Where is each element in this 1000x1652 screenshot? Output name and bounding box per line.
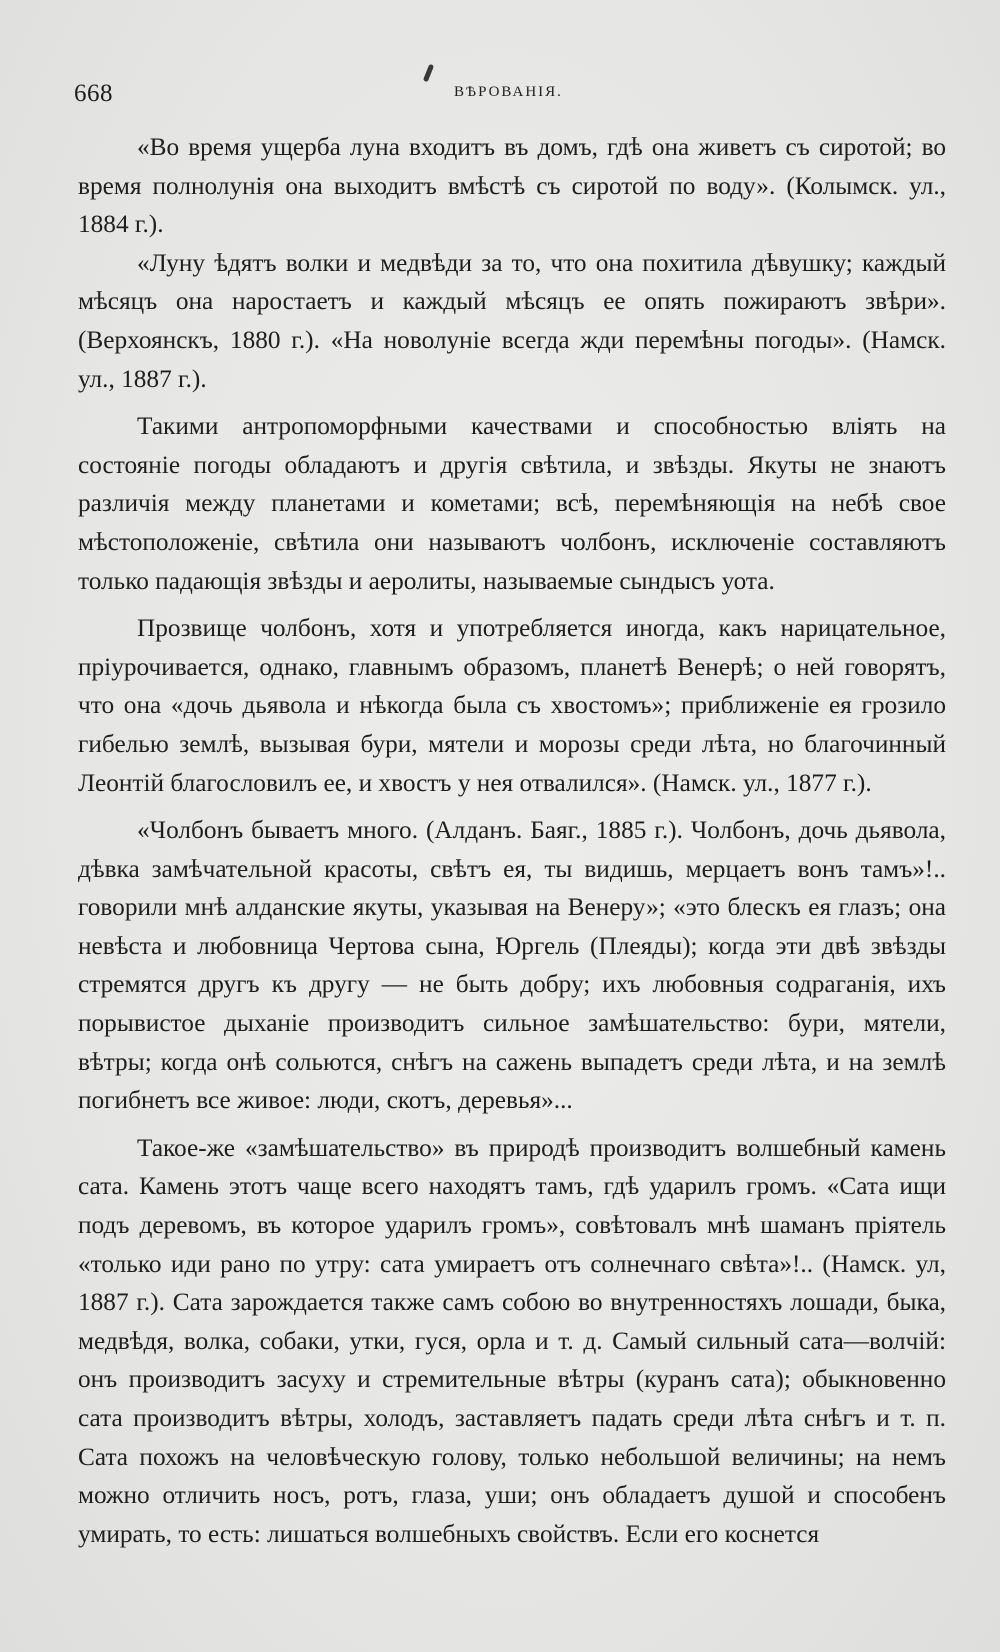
paragraph: «Чолбонъ бываетъ много. (Алданъ. Баяг., 1885 г.). Чолбонъ, дочь дьявола, дѣвка замѣчательной красоты, свѣтъ ея, ты видишь, мерцаетъ вонъ тамъ»!.. говорили мнѣ алданские якуты, указывая на Венеру»; «это блескъ ея глазъ; она невѣста и любовница Чертова сына, Юргель (Плеяды); когда эти двѣ звѣзды стремятся другъ къ другу — не быть добру; ихъ любовныя содраганія, ихъ порывистое дыханіе производитъ сильное замѣшательство: бури, мятели, вѣтры; когда онѣ сольются, снѣгъ на сажень выпадетъ среди лѣта, и на землѣ погибнетъ все живое: люди, скотъ, деревья»... (78, 816, 946, 1115)
running-title: ВѢРОВАНІЯ. (454, 84, 563, 100)
body-text (78, 128, 946, 1553)
paragraph: Прозвище чолбонъ, хотя и употребляется иногда, какъ нарицательное, пріурочивается, однако, главнымъ образомъ, планетѣ Венерѣ; о ней говорятъ, что она «дочь дьявола и нѣкогда была съ хвостомъ»; приближеніе ея грозило гибелью землѣ, вызывая бури, мятели и морозы среди лѣта, но благочинный Леонтій благословилъ ее, и хвостъ у нея отвалился». (Намск. ул., 1877 г.). (78, 614, 946, 797)
page-number: 668 (74, 80, 113, 107)
paragraph: «Луну ѣдятъ волки и медвѣди за то, что она похитила дѣвушку; каждый мѣсяцъ она наростаетъ и каждый мѣсяцъ ее опять пожираютъ звѣри». (Верхоянскъ, 1880 г.). «На новолуніе всегда жди перемѣны погоды». (Намск. ул., 1887 г.). (78, 248, 946, 393)
paragraph: «Во время ущерба луна входитъ въ домъ, гдѣ она живетъ съ сиротой; во время полнолунія она выходитъ вмѣстѣ съ сиротой по воду». (Колымск. ул., 1884 г.). (78, 133, 946, 239)
paragraph: Такое-же «замѣшательство» въ природѣ производитъ волшебный камень сата. Камень этотъ чаще всего находятъ тамъ, гдѣ ударилъ громъ. «Сата ищи подъ деревомъ, въ которое ударилъ громъ», совѣтовалъ мнѣ шаманъ пріятель «только иди рано по утру: сата умираетъ отъ солнечнаго свѣта»!.. (Намск. ул, 1887 г.). Сата зарождается также самъ собою во внутренностяхъ лошади, быка, медвѣдя, волка, собаки, утки, гуся, орла и т. д. Самый сильный сата—волчій: онъ производитъ засуху и стремительные вѣтры (куранъ сата); обыкновенно сата производитъ вѣтры, холодъ, заставляетъ падать среди лѣта снѣгъ и т. п. Сата похожъ на человѣческую голову, только небольшой величины; на немъ можно отличить носъ, ротъ, глаза, уши; онъ обладаетъ душой и способенъ умирать, то есть: лишаться волшебныхъ свойствъ. Если его коснется (78, 1133, 946, 1548)
paragraph: Такими антропоморфными качествами и способностью вліять на состояніе погоды обладаютъ и другія свѣтила, и звѣзды. Якуты не знаютъ различія между планетами и кометами; всѣ, перемѣняющія на небѣ свое мѣстоположеніе, свѣтила они называютъ чолбонъ, исключеніе составляютъ только падающія звѣзды и аеролиты, называемые сындысъ уота. (78, 412, 946, 595)
ink-mark (423, 64, 434, 83)
page-header (74, 74, 948, 114)
